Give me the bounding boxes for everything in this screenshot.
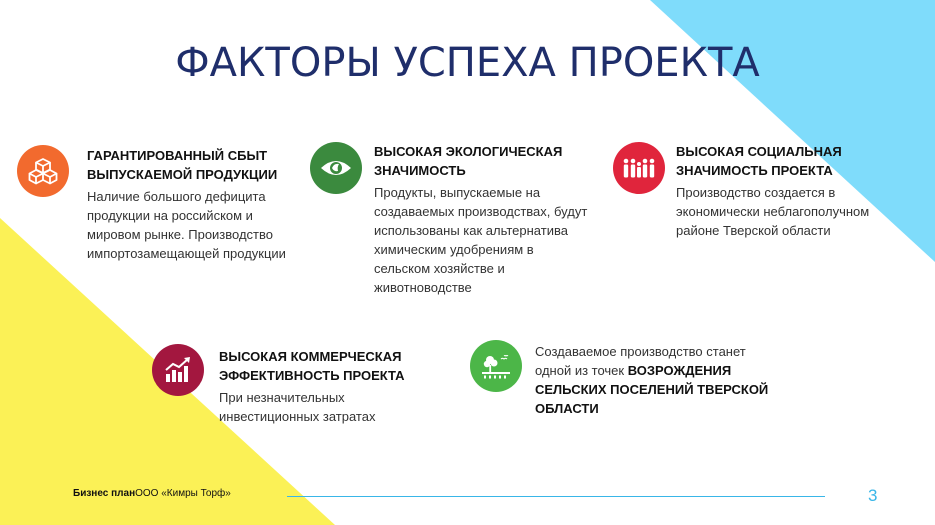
footer-label-bold: Бизнес план xyxy=(73,488,136,499)
factor-description-line: районе Тверской области xyxy=(676,223,831,238)
people-icon xyxy=(613,142,665,194)
page-number: 3 xyxy=(868,486,878,505)
factor-description-bold: ВОЗРОЖДЕНИЯ xyxy=(627,363,732,378)
eye-icon xyxy=(310,142,362,194)
factor-guaranteed-sales xyxy=(17,145,327,275)
factor-description-line: мировом рынке. Производство xyxy=(87,227,273,242)
factor-heading-line: ВЫСОКАЯ КОММЕРЧЕСКАЯ xyxy=(219,349,402,364)
page-title: ФАКТОРЫ УСПЕХА ПРОЕКТА xyxy=(175,40,760,86)
factor-description-line xyxy=(535,361,768,380)
growth-chart-icon xyxy=(152,344,204,396)
factor-rural-revival xyxy=(470,340,800,430)
factor-description-line: животноводстве xyxy=(374,280,472,295)
factor-description-line: химическим удобрениям в xyxy=(374,242,534,257)
factor-description-line: создаваемых производствах, будут xyxy=(374,204,588,219)
factor-description-line: экономически неблагополучном xyxy=(676,204,870,219)
factor-heading-line: ГАРАНТИРОВАННЫЙ СБЫТ xyxy=(87,148,268,163)
factor-heading-line: ВЫПУСКАЕМОЙ ПРОДУКЦИИ xyxy=(87,167,278,182)
factor-ecological-significance xyxy=(310,142,630,302)
factor-heading-line: ВЫСОКАЯ ЭКОЛОГИЧЕСКАЯ xyxy=(374,144,563,159)
factor-description-line: использованы как альтернатива xyxy=(374,223,568,238)
factor-description-line: Создаваемое производство станет xyxy=(535,344,746,359)
factor-description-line: При незначительных xyxy=(219,390,345,405)
factor-description-line: инвестиционных затратах xyxy=(219,409,376,424)
factor-description-line: импортозамещающей продукции xyxy=(87,246,286,261)
factor-description-bold-line: СЕЛЬСКИХ ПОСЕЛЕНИЙ ТВЕРСКОЙ xyxy=(535,382,769,397)
factor-heading-line: ЗНАЧИМОСТЬ ПРОЕКТА xyxy=(676,163,833,178)
factor-description-line: Продукты, выпускаемые на xyxy=(374,185,541,200)
factor-description-line: Наличие большого дефицита xyxy=(87,189,266,204)
footer-label-company: ООО «Кимры Торф» xyxy=(135,488,231,499)
factor-heading-line: ВЫСОКАЯ СОЦИАЛЬНАЯ xyxy=(676,144,842,159)
factor-description-line: Производство создается в xyxy=(676,185,836,200)
factor-description-line: сельском хозяйстве и xyxy=(374,261,505,276)
landscape-icon xyxy=(470,340,522,392)
factor-description-line: продукции на российском и xyxy=(87,208,253,223)
factor-social-significance xyxy=(613,142,913,252)
footer-label xyxy=(73,488,231,499)
factor-description-bold-line: ОБЛАСТИ xyxy=(535,401,599,416)
factor-heading-line: ЭФФЕКТИВНОСТЬ ПРОЕКТА xyxy=(219,368,405,383)
footer-divider xyxy=(287,496,825,497)
factor-description-normal: одной из точек xyxy=(535,363,628,378)
factor-heading-line: ЗНАЧИМОСТЬ xyxy=(374,163,466,178)
cubes-icon xyxy=(17,145,69,197)
factor-commercial-efficiency xyxy=(152,344,432,434)
